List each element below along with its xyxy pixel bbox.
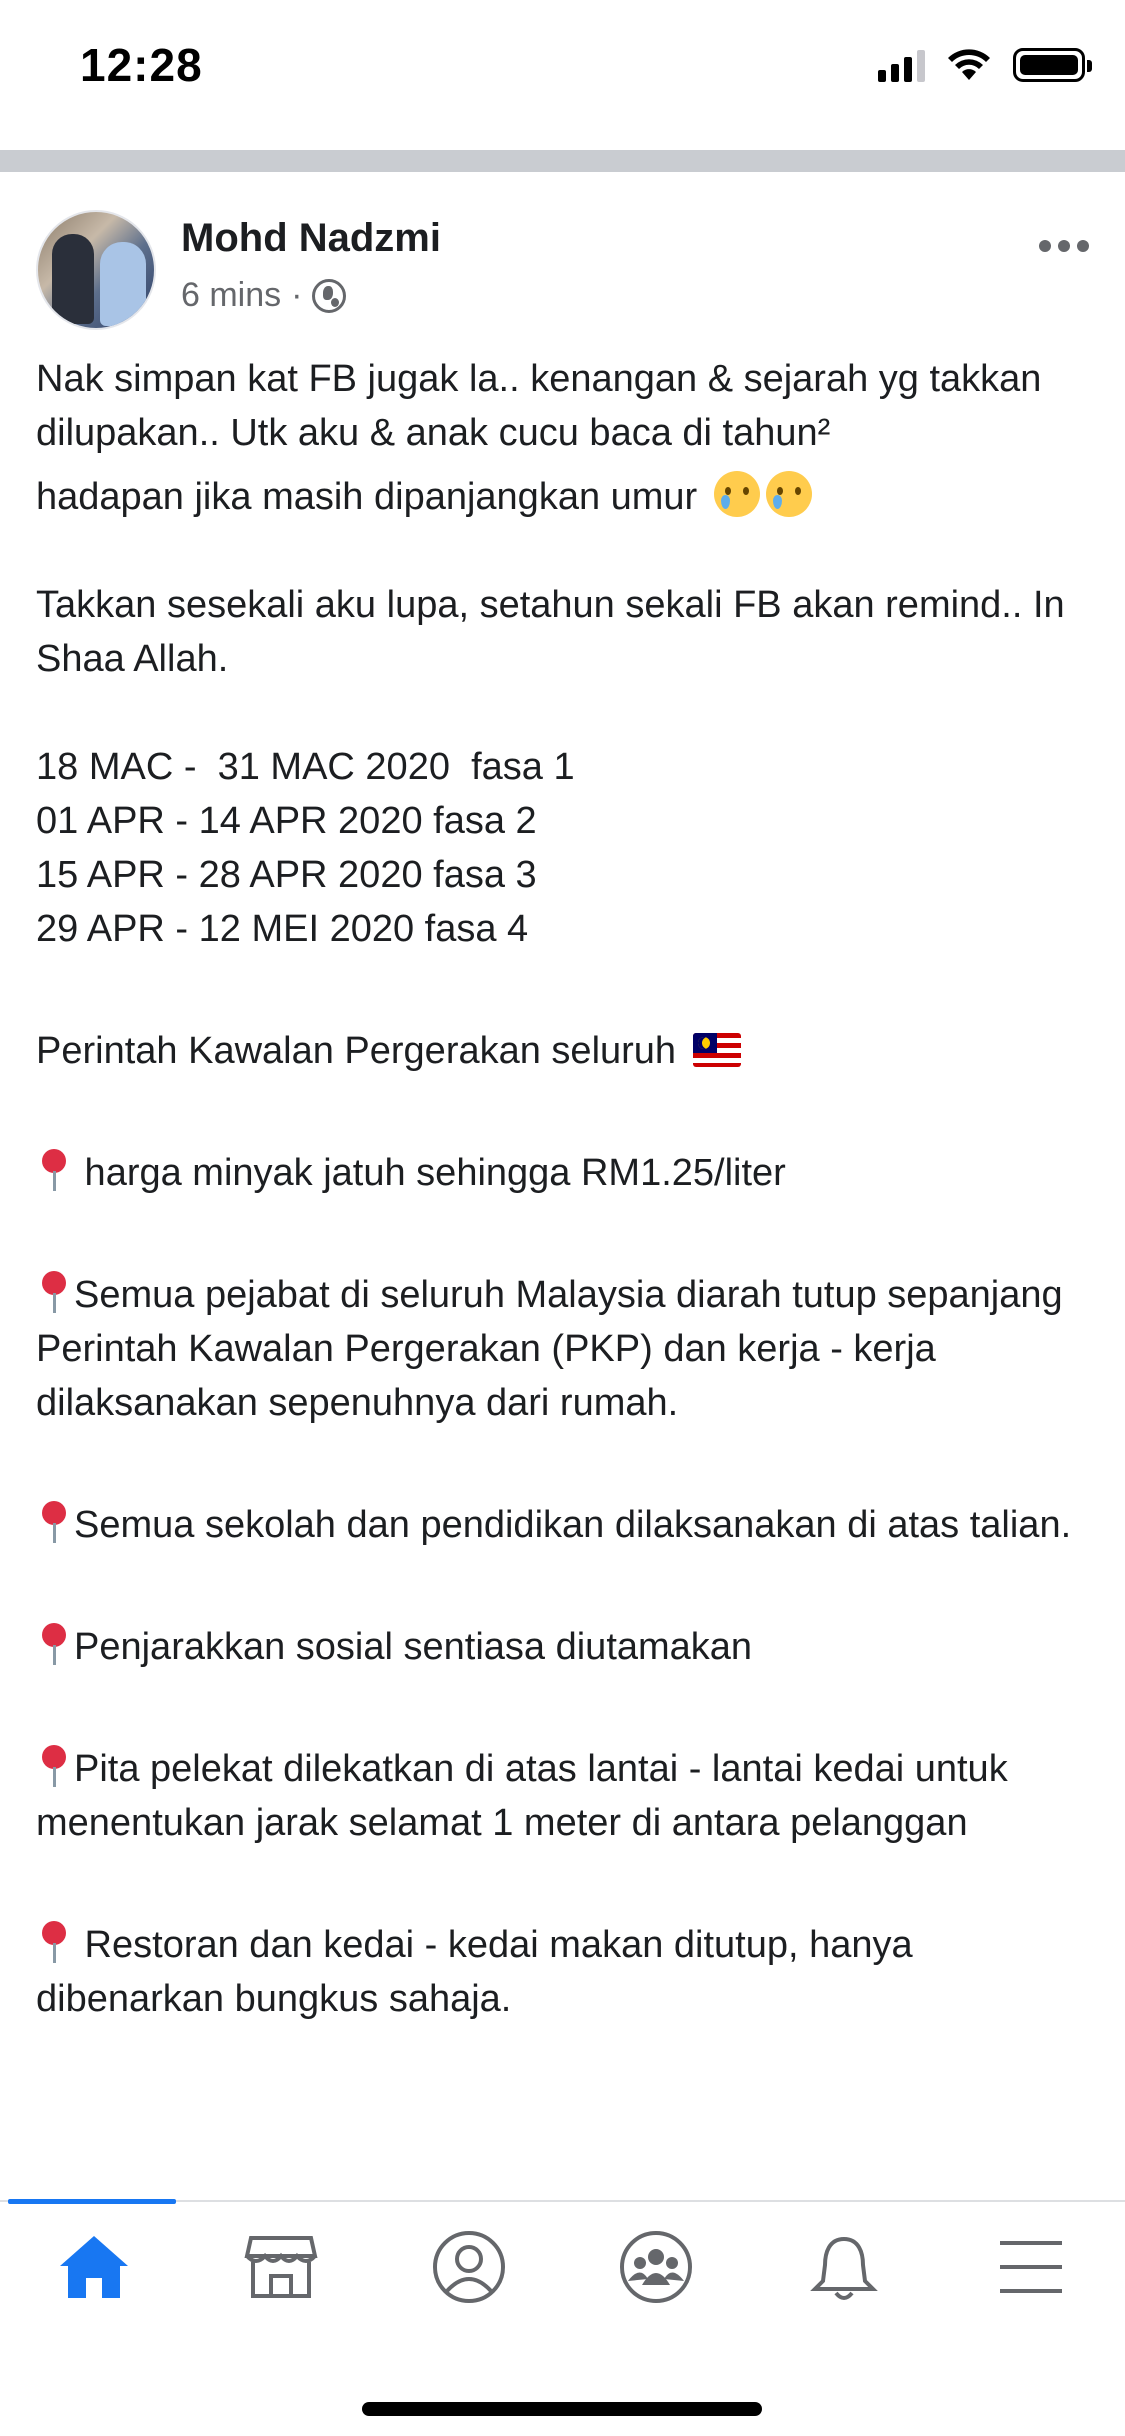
feed-divider <box>0 150 1125 172</box>
signal-icon <box>878 48 925 82</box>
post-body <box>36 352 1096 2026</box>
status-bar <box>0 0 1125 150</box>
tab-notifications[interactable] <box>750 2202 938 2332</box>
globe-icon[interactable] <box>312 279 346 313</box>
phase-line: 29 APR - 12 MEI 2020 fasa 4 <box>36 908 529 950</box>
home-indicator[interactable] <box>362 2402 762 2416</box>
tab-marketplace[interactable] <box>188 2202 376 2332</box>
bullet-item: Restoran dan kedai - kedai makan ditutup, hanya dibenarkan bungkus sahaja. <box>36 1918 1096 2026</box>
bullet-item: Semua sekolah dan pendidikan dilaksanakan di atas talian. <box>36 1498 1096 1552</box>
meta-separator: · <box>291 276 303 314</box>
post-time[interactable]: 6 mins <box>181 276 282 314</box>
post-header <box>36 210 1089 332</box>
pushpin-icon <box>36 1743 72 1789</box>
groups-icon <box>618 2229 694 2305</box>
tab-profile[interactable] <box>375 2202 563 2332</box>
pushpin-icon <box>36 1621 72 1667</box>
home-icon <box>56 2232 132 2302</box>
status-time: 12:28 <box>80 39 203 91</box>
status-icons <box>878 48 1085 82</box>
tab-groups[interactable] <box>563 2202 751 2332</box>
pushpin-icon <box>36 1147 72 1193</box>
feed-post <box>0 172 1125 2200</box>
bell-icon <box>809 2229 879 2305</box>
tab-home[interactable] <box>0 2202 188 2332</box>
post-meta <box>181 276 346 315</box>
bullet-item: harga minyak jatuh sehingga RM1.25/liter <box>36 1146 1096 1200</box>
marketplace-icon <box>243 2232 319 2302</box>
menu-icon <box>996 2237 1066 2297</box>
battery-icon <box>1013 48 1085 82</box>
post-text-line: Takkan sesekali aku lupa, setahun sekali FB akan remind.. In Shaa Allah. <box>36 584 1076 680</box>
avatar[interactable] <box>36 210 156 330</box>
tab-menu[interactable] <box>938 2202 1125 2332</box>
author-name[interactable]: Mohd Nadzmi <box>181 216 441 260</box>
bottom-tab-bar <box>0 2200 1125 2436</box>
malaysia-flag-icon <box>693 1033 741 1067</box>
pushpin-icon <box>36 1269 72 1315</box>
post-text-line: Perintah Kawalan Pergerakan seluruh <box>36 1024 1096 1078</box>
more-options-icon[interactable] <box>1039 240 1089 252</box>
crying-face-icon <box>714 471 760 517</box>
phase-line: 18 MAC - 31 MAC 2020 fasa 1 <box>36 746 575 788</box>
bullet-item: Penjarakkan sosial sentiasa diutamakan <box>36 1620 1096 1674</box>
phase-line: 01 APR - 14 APR 2020 fasa 2 <box>36 800 537 842</box>
post-text-line: hadapan jika masih dipanjangkan umur <box>36 470 1096 524</box>
bullet-item: Semua pejabat di seluruh Malaysia diarah tutup sepanjang Perintah Kawalan Pergerakan (PKP) dan kerja - kerja dilaksanakan sepenuhnya dari rumah. <box>36 1268 1096 1430</box>
post-text-line: Nak simpan kat FB jugak la.. kenangan & sejarah yg takkan dilupakan.. Utk aku & anak cucu baca di tahun² <box>36 358 1053 454</box>
pushpin-icon <box>36 1499 72 1545</box>
wifi-icon <box>947 48 991 82</box>
profile-icon <box>431 2229 507 2305</box>
bullet-item: Pita pelekat dilekatkan di atas lantai - lantai kedai untuk menentukan jarak selamat 1 meter di antara pelanggan <box>36 1742 1096 1850</box>
phase-line: 15 APR - 28 APR 2020 fasa 3 <box>36 854 537 896</box>
crying-face-icon <box>766 471 812 517</box>
pushpin-icon <box>36 1919 72 1965</box>
